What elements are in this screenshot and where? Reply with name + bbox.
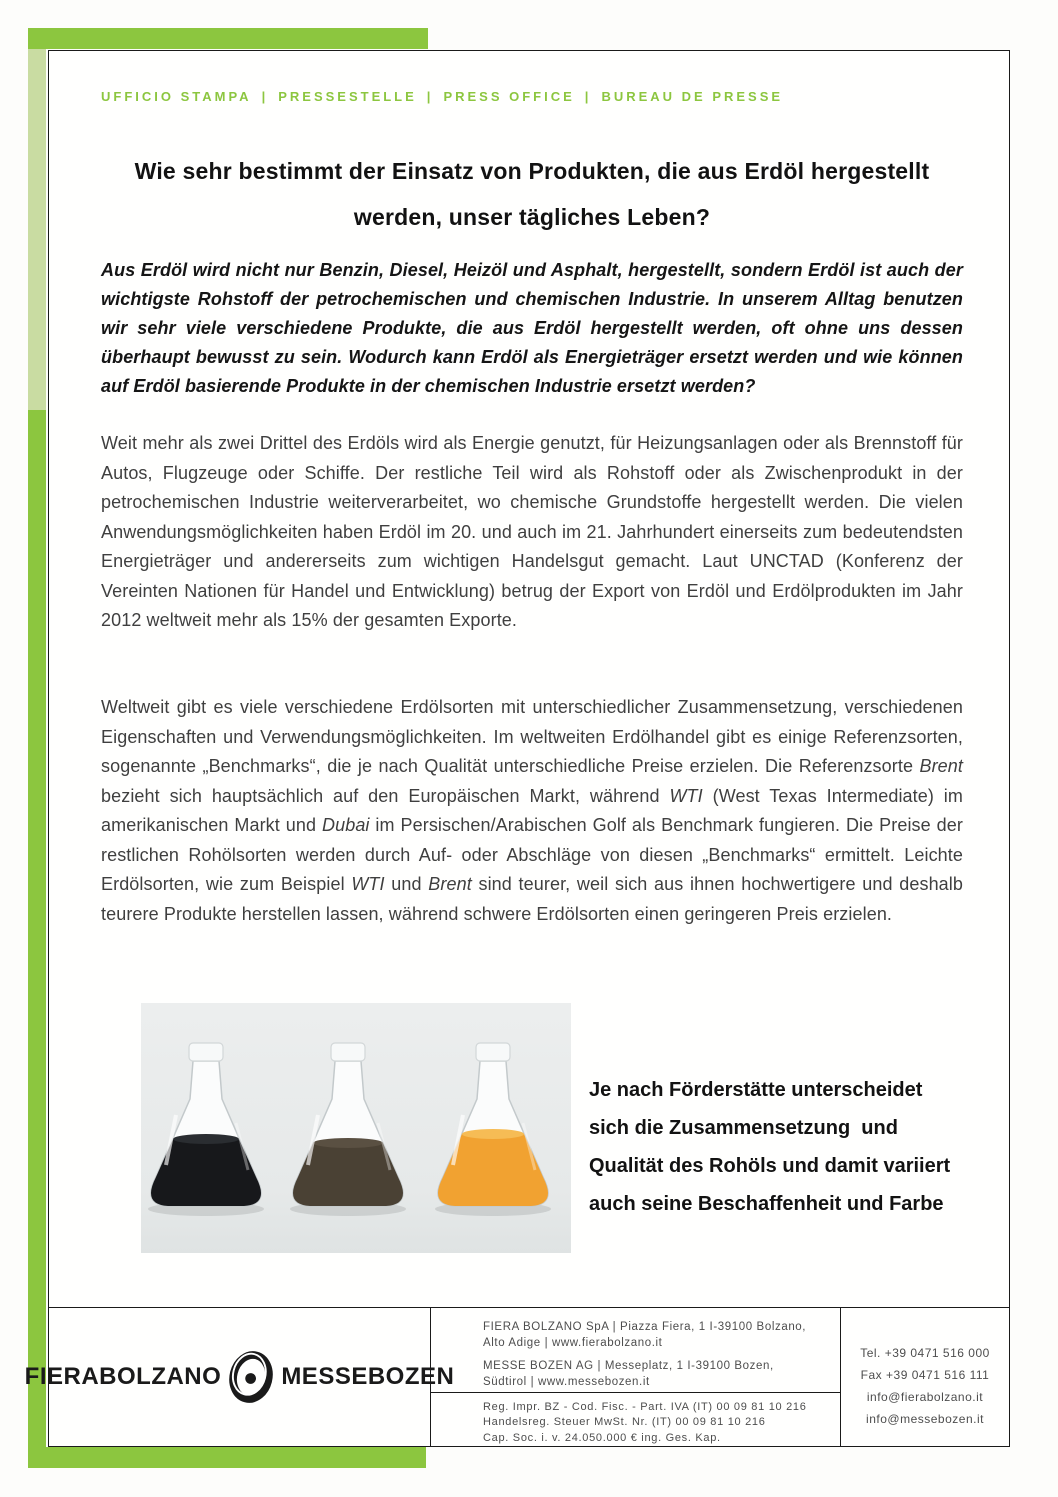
registry-line: Cap. Soc. i. v. 24.050.000 € ing. Ges. Kap. xyxy=(483,1431,721,1444)
title-line-2: werden, unser tägliches Leben? xyxy=(353,204,711,230)
press-office-header xyxy=(101,89,963,104)
left-green-strip-dark xyxy=(28,410,46,1468)
fierabolzano-messebozen-logo xyxy=(25,1349,455,1405)
address-line: Südtirol | www.messebozen.it xyxy=(483,1376,650,1388)
address-line: MESSE BOZEN AG | Messeplatz, 1 I-39100 Bozen, xyxy=(483,1360,774,1372)
email-messebozen: info@messebozen.it xyxy=(866,1412,984,1426)
press-release-page xyxy=(24,50,1010,1447)
top-green-bar xyxy=(28,28,428,49)
bottom-green-bar xyxy=(28,1447,426,1468)
phone-number: Tel. +39 0471 516 000 xyxy=(860,1346,990,1360)
body-paragraph-1: Weit mehr als zwei Drittel des Erdöls wird als Energie genutzt, für Heizungsanlagen oder als Brennstoff für Autos, Flugzeuge oder Schiffe. Der restliche Teil wird als Rohstoff oder als Zwischenprodukt in der petrochemischen Industrie weiterverarbeitet, wo chemische Grundstoffe hergestellt werden. Die vielen Anwendungsmöglichkeiten haben Erdöl im 20. und auch im 21. Jahrhundert einerseits zum bedeutendsten Energieträger und andererseits zum wichtigen Handelsgut gemacht. Laut UNCTAD (Konferenz der Vereinten Nationen für Handel und Entwicklung) betrug der Export von Erdöl und Erdölprodukten im Jahr 2012 weltweit mehr als 15% der gesamten Exporte. xyxy=(101,433,963,630)
fax-number: Fax +39 0471 516 111 xyxy=(860,1368,990,1382)
photo-caption xyxy=(589,1071,959,1223)
photo-caption-row xyxy=(101,1003,963,1253)
logo-text-messebozen: MESSEBOZEN xyxy=(281,1363,455,1390)
crude-oil-flasks-photo xyxy=(141,1003,571,1253)
header-separator: | xyxy=(426,89,434,104)
caption-line: auch seine Beschaffenheit und Farbe xyxy=(589,1193,944,1215)
press-header-label-fr: BUREAU DE PRESSE xyxy=(601,89,784,104)
press-header-label-de: PRESSESTELLE xyxy=(278,89,417,104)
email-fierabolzano: info@fierabolzano.it xyxy=(866,1390,984,1404)
caption-line: sich die Zusammensetzung und xyxy=(589,1117,898,1139)
registry-block xyxy=(431,1392,840,1447)
registry-line: Reg. Impr. BZ - Cod. Fisc. - Part. IVA (IT) 00 09 81 10 216 xyxy=(483,1400,807,1413)
logo-text-fierabolzano: FIERABOLZANO xyxy=(24,1363,222,1390)
messe-bozen-address xyxy=(483,1358,830,1390)
body-paragraph-2: Weltweit gibt es viele verschiedene Erdölsorten mit unterschiedlicher Zusammensetzung, verschiedenen Eigenschaften und Verwendungsmöglichkeiten. Im weltweiten Erdölhandel gibt es einige Referenzsorten, sogenannte „Benchmarks“, die je nach Qualität unterschiedliche Preise erzielen. Die Referenzsorte Brent bezieht sich hauptsächlich auf den Europäischen Markt, während WTI (West Texas Intermediate) im amerikanischen Markt und Dubai im Persischen/Arabischen Golf als Benchmark fungieren. Die Preise der restlichen Rohölsorten werden durch Auf- oder Abschläge von diesen „Benchmarks“ ermittelt. Leichte Erdölsorten, wie zum Beispiel WTI und Brent sind teurer, weil sich aus ihnen hochwertigere und deshalb teurere Produkte herstellen lassen, während schwere Erdölsorten einen geringeren Preis erzielen. xyxy=(101,697,963,924)
press-header-label-en: PRESS OFFICE xyxy=(443,89,575,104)
fierabolzano-ring-icon xyxy=(228,1349,274,1405)
page-content xyxy=(49,89,1009,1253)
address-block xyxy=(431,1308,840,1392)
intro-paragraph: Aus Erdöl wird nicht nur Benzin, Diesel, Heizöl und Asphalt, hergestellt, sondern Erdöl ist auch der wichtigste Rohstoff der petrochemischen und chemischen Industrie. In unserem Alltag benutzen wir sehr viele verschiedene Produkte, die aus Erdöl hergestellt werden, oft ohne uns dessen überhaupt bewusst zu sein. Wodurch kann Erdöl als Energieträger ersetzt werden und wie können auf Erdöl basierende Produkte in der chemischen Industrie ersetzt werden? xyxy=(101,260,963,396)
address-line: FIERA BOLZANO SpA | Piazza Fiera, 1 I-39100 Bolzano, xyxy=(483,1321,807,1333)
address-line: Alto Adige | www.fierabolzano.it xyxy=(483,1337,663,1349)
footer-logo-column xyxy=(24,1308,455,1446)
caption-line: Qualität des Rohöls und damit variiert xyxy=(589,1155,951,1177)
left-green-strip-light xyxy=(28,49,46,410)
registry-line: Handelsreg. Steuer MwSt. Nr. (IT) 00 09 81 10 216 xyxy=(483,1416,766,1428)
header-separator: | xyxy=(584,89,592,104)
fiera-bolzano-address xyxy=(483,1319,830,1351)
press-header-label-it: UFFICIO STAMPA xyxy=(101,89,252,104)
footer-contact-column xyxy=(841,1308,1009,1446)
letterhead-footer xyxy=(24,1307,1009,1446)
document-title xyxy=(101,148,963,240)
header-separator: | xyxy=(261,89,269,104)
footer-address-column xyxy=(431,1308,841,1446)
title-line-1: Wie sehr bestimmt der Einsatz von Produkten, die aus Erdöl hergestellt xyxy=(134,158,930,184)
caption-line: Je nach Förderstätte unterscheidet xyxy=(589,1079,923,1101)
